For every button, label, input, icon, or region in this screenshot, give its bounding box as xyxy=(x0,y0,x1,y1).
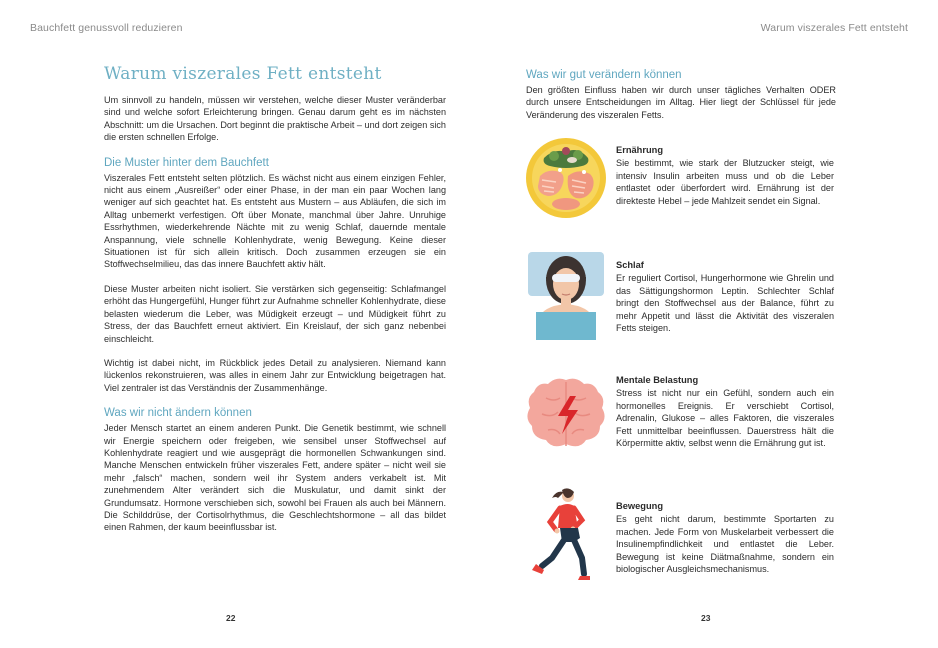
topic-title: Bewegung xyxy=(616,501,664,511)
section-heading-patterns: Die Muster hinter dem Bauchfett xyxy=(104,156,269,169)
brain-lightning-icon xyxy=(524,374,608,459)
topic-exercise xyxy=(616,500,834,575)
topic-title: Ernährung xyxy=(616,145,664,155)
running-head-right: Warum viszerales Fett entsteht xyxy=(760,22,908,34)
right-intro xyxy=(526,68,836,121)
topic-text: Er reguliert Cortisol, Hungerhormone wie Ghrelin und das Sättigungshormon Leptin. Schlechter Schlaf bringt den Stoffwechsel aus der Balance, führt zu mehr Appetit und lässt die Aktivität des viszeralen Fetts steigen. xyxy=(616,273,834,334)
body-paragraph: Wichtig ist dabei nicht, im Rückblick jedes Detail zu analysieren. Niemand kann lückenlos rekonstruieren, was alles in einem Jahr zur Entwicklung beigetragen hat. Viel zentraler ist das Verständnis der Zusammenhänge. xyxy=(104,357,446,393)
topic-sleep xyxy=(616,259,834,334)
page-number-right: 23 xyxy=(701,613,711,623)
topic-title: Mentale Belastung xyxy=(616,375,699,385)
body-paragraph: Jeder Mensch startet an einem anderen Punkt. Die Genetik bestimmt, wie schnell wir Energie speichern oder freigeben, wie sensibel unser Stoffwechsel auf Kohlenhydrate reagiert und wie ausgeprägt die hormonellen Schwankungen sind. Manche Menschen entwickeln früher viszerales Fett, andere später – nicht weil sie mehr „falsch“ machen, sondern weil ihr System anders verkabelt ist. Mit zunehmendem Alter verändert sich die Muskulatur, und damit sinkt der Grundumsatz. Hormone verschieben sich, sowohl bei Frauen als auch bei Männern. Die Schilddrüse, der Cortisolrhythmus, die Geschlechtshormone – all das bildet einen Rahmen, der kaum beeinflussbar ist. xyxy=(104,423,446,533)
topic-text: Stress ist nicht nur ein Gefühl, sondern auch ein hormonelles Ereignis. Er verschiebt Cortisol, Adrenalin, Glukose – alles Faktoren, die viszerales Fett unmittelbar beeinflussen. Dauerstress hält die Körpermitte aktiv, selbst wenn die Ernährung gut ist. xyxy=(616,388,834,449)
food-plate-icon xyxy=(524,136,608,225)
body-paragraph: Viszerales Fett entsteht selten plötzlich. Es wächst nicht aus einem einzigen Fehler, nicht aus einem „Ausreißer“ oder einer Phase, in der man ein paar Wochen lang weniger auf sich geachtet hat. Es entsteht aus Mustern – aus Abläufen, die sich im Alltag unbemerkt verfestigen. Oft über Monate, manchmal über Jahre. Unruhige Essrhythmen, wiederkehrende Nächte mit zu wenig Schlaf, dauernde mentale Anspannung, viele schnelle Kohlenhydrate, wenig Bewegung. Keine dieser Situationen ist für sich allein kritisch. Doch zusammen erzeugen sie ein Stoffwechselmilieu, das das innere Bauchfett aktiv hält. xyxy=(104,172,446,270)
intro-paragraph: Um sinnvoll zu handeln, müssen wir verstehen, welche dieser Muster veränderbar sind und welche sofort Erleichterung bringen. Genau darum geht es im nächsten Abschnitt: um die Ursachen. Dort beginnt die praktische Arbeit – und dort zeigen sich die ersten schnellen Erfolge. xyxy=(104,95,446,143)
sleeping-woman-icon xyxy=(524,250,608,345)
topic-text: Sie bestimmt, wie stark der Blutzucker steigt, wie intensiv Insulin arbeiten muss und ob die Leber entlastet oder überfordert wird. Ernährung ist der direkteste Hebel – jede Mahlzeit sendet ein Signal. xyxy=(616,158,834,206)
running-woman-icon xyxy=(524,486,608,591)
page-title: Warum viszerales Fett entsteht xyxy=(104,64,382,84)
section-heading-unchangeable: Was wir nicht ändern können xyxy=(104,407,252,420)
body-paragraph: Diese Muster arbeiten nicht isoliert. Sie verstärken sich gegenseitig: Schlafmangel erhöht das Hungergefühl, Hunger führt zur Aufnahme schneller Kohlenhydrate, diese belasten wiederum die Leber, was Müdigkeit erzeugt – und Müdigkeit führt zu Stress, der das Bauchfett erneut aktiviert. Ein Kreislauf, der sich ganz nebenbei einschleicht. xyxy=(104,283,446,344)
left-column xyxy=(104,94,446,546)
page-number-left: 22 xyxy=(226,613,236,623)
topic-text: Es geht nicht darum, bestimmte Sportarten zu machen. Jede Form von Muskelarbeit verbessert die Insulinempfindlichkeit und entlastet die Leber. Bewegung ist keine Diätmaßnahme, sondern ein biologischer Ausgleichsmechanismus. xyxy=(616,514,834,575)
topic-title: Schlaf xyxy=(616,260,644,270)
section-heading-changeable: Was wir gut verändern können xyxy=(526,69,682,81)
intro-paragraph: Den größten Einfluss haben wir durch unser tägliches Verhalten ODER durch unsere Entscheidungen im Alltag. Hier liegt der Schlüssel für jede Veränderung des viszeralen Fetts. xyxy=(526,85,836,120)
topic-nutrition xyxy=(616,144,834,207)
running-head-left: Bauchfett genussvoll reduzieren xyxy=(30,22,183,34)
topic-mental-stress xyxy=(616,374,834,449)
